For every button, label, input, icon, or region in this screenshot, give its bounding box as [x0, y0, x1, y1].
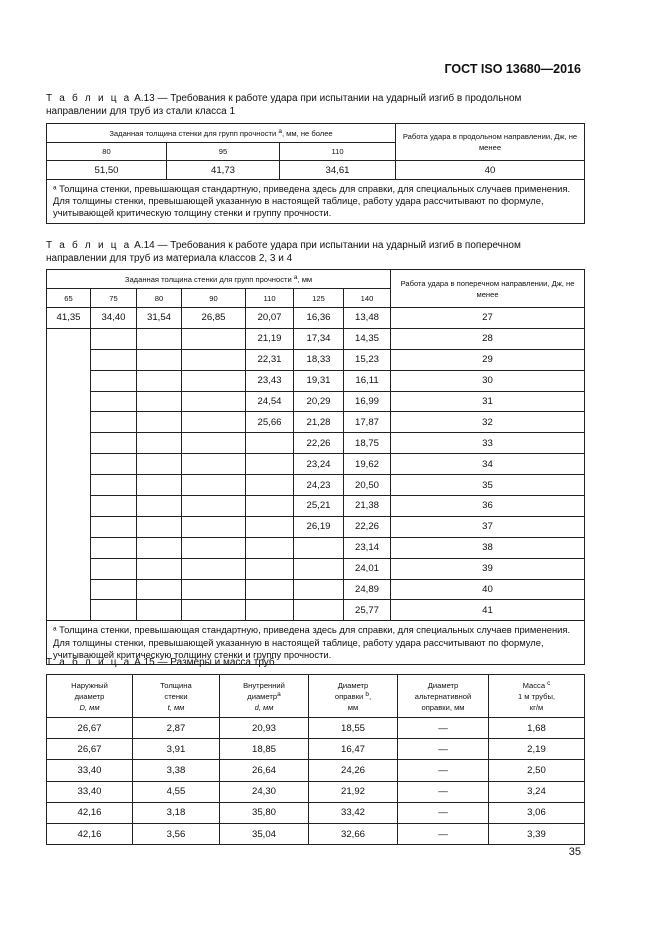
table-row — [47, 802, 585, 823]
table-cell — [182, 391, 246, 412]
table-cell: 24,89 — [344, 579, 391, 600]
table-cell — [246, 475, 294, 496]
table-cell — [137, 475, 182, 496]
table-row — [47, 718, 585, 739]
table-cell: 2,87 — [133, 718, 220, 739]
table-cell: 26,19 — [294, 516, 344, 537]
table-a13 — [46, 123, 585, 224]
table-cell — [182, 558, 246, 579]
column-group-header: Заданная толщина стенки для групп прочности $^а$, мм, не более — [47, 124, 396, 143]
table-cell — [91, 328, 137, 349]
energy-column-header: Работа удара в поперечном направлении, Дж, не менее — [391, 270, 585, 308]
table-cell: 34,61 — [280, 161, 396, 180]
table-cell — [182, 454, 246, 475]
table-cell: 3,24 — [489, 781, 585, 802]
table-cell — [137, 370, 182, 391]
grade-header: 140 — [344, 289, 391, 308]
table-cell — [182, 370, 246, 391]
table-row — [47, 537, 585, 558]
table-cell — [91, 579, 137, 600]
column-header: Наружный диаметр D, мм — [47, 675, 133, 718]
page-number: 35 — [568, 846, 581, 858]
table-cell: 35,80 — [220, 802, 309, 823]
table-cell: 18,75 — [344, 433, 391, 454]
table-cell: 24,54 — [246, 391, 294, 412]
table-cell — [91, 454, 137, 475]
column-group-header: Заданная толщина стенки для групп прочности $^а$, мм — [47, 270, 391, 289]
table-cell: 51,50 — [47, 161, 167, 180]
table-cell: 3,39 — [489, 823, 585, 844]
table-cell — [91, 349, 137, 370]
table-cell: 3,06 — [489, 802, 585, 823]
table-cell: 14,35 — [344, 328, 391, 349]
table-cell: 31,54 — [137, 308, 182, 329]
table-cell: 20,29 — [294, 391, 344, 412]
table-cell: 16,11 — [344, 370, 391, 391]
grade-header: 90 — [182, 289, 246, 308]
table-cell: 23,14 — [344, 537, 391, 558]
table-cell: 18,33 — [294, 349, 344, 370]
table-cell: 35,04 — [220, 823, 309, 844]
table-a14-caption — [46, 239, 584, 265]
column-header: Внутренний диаметр$^a$ d, мм — [220, 675, 309, 718]
table-row — [47, 391, 585, 412]
table-row — [47, 781, 585, 802]
column-header: Масса $^c$ 1 м трубы, кг/м — [489, 675, 585, 718]
table-row — [47, 579, 585, 600]
table-cell — [91, 412, 137, 433]
table-row — [47, 328, 585, 349]
table-cell: 36 — [391, 496, 585, 517]
table-cell — [182, 516, 246, 537]
table-cell: 21,38 — [344, 496, 391, 517]
table-cell — [246, 516, 294, 537]
caption-text: А.15 — Размеры и масса труб — [131, 657, 275, 668]
table-cell: 41,73 — [167, 161, 280, 180]
table-a13-caption — [46, 92, 584, 118]
table-cell — [137, 328, 182, 349]
table-cell: 21,92 — [309, 781, 398, 802]
table-cell — [246, 433, 294, 454]
table-label: Т а б л и ц а — [46, 93, 132, 104]
table-cell: 29 — [391, 349, 585, 370]
table-cell — [91, 537, 137, 558]
table-cell — [137, 412, 182, 433]
table-row — [47, 412, 585, 433]
table-row — [47, 454, 585, 475]
table-cell: 17,34 — [294, 328, 344, 349]
table-cell: 32,66 — [309, 823, 398, 844]
table-cell — [137, 454, 182, 475]
table-a15 — [46, 674, 585, 845]
table-cell: 33,40 — [47, 760, 133, 781]
table-row — [47, 496, 585, 517]
table-cell: 15,23 — [344, 349, 391, 370]
table-cell — [137, 537, 182, 558]
table-cell: 22,26 — [344, 516, 391, 537]
grade-header: 80 — [137, 289, 182, 308]
table-cell: 25,21 — [294, 496, 344, 517]
table-cell: 1,68 — [489, 718, 585, 739]
column-header: Диаметр оправки $^b$, мм — [309, 675, 398, 718]
table-cell: 28 — [391, 328, 585, 349]
table-cell — [246, 558, 294, 579]
table-cell — [137, 433, 182, 454]
table-cell: 23,43 — [246, 370, 294, 391]
table-cell: 40 — [396, 161, 585, 180]
table-row — [47, 308, 585, 329]
column-header: Толщина стенки t, мм — [133, 675, 220, 718]
table-cell — [246, 600, 294, 621]
table-cell: 23,24 — [294, 454, 344, 475]
table-cell: 16,47 — [309, 739, 398, 760]
table-cell: 20,93 — [220, 718, 309, 739]
table-cell: 19,62 — [344, 454, 391, 475]
table-cell: — — [398, 718, 489, 739]
grade-header: 75 — [91, 289, 137, 308]
table-row — [47, 349, 585, 370]
table-cell — [137, 516, 182, 537]
table-cell: 25,77 — [344, 600, 391, 621]
table-cell — [137, 579, 182, 600]
grade-header: 110 — [246, 289, 294, 308]
energy-column-header: Работа удара в продольном направлении, Дж, не менее — [396, 124, 585, 161]
table-cell: 26,67 — [47, 718, 133, 739]
table-cell: 17,87 — [344, 412, 391, 433]
table-cell — [182, 579, 246, 600]
table-cell: 4,55 — [133, 781, 220, 802]
table-footnote: ᵃ Толщина стенки, превышающая стандартную, приведена здесь для справки, для специальных случаев применения. Для толщины стенки, превышающей указанную в настоящей таблице, работу удара рассчитывают по формуле, учитывающей критическую толщину стенки и группу прочности. — [47, 621, 585, 665]
table-cell — [137, 496, 182, 517]
table-row — [47, 433, 585, 454]
document-header: ГОСТ ISO 13680—2016 — [444, 62, 581, 76]
table-cell: 32 — [391, 412, 585, 433]
table-row — [47, 516, 585, 537]
table-cell: 40 — [391, 579, 585, 600]
table-cell: 25,66 — [246, 412, 294, 433]
table-cell — [182, 328, 246, 349]
table-cell — [182, 537, 246, 558]
table-cell: 18,85 — [220, 739, 309, 760]
table-cell — [182, 496, 246, 517]
table-cell: 18,55 — [309, 718, 398, 739]
table-cell: 21,19 — [246, 328, 294, 349]
table-cell: 33,40 — [47, 781, 133, 802]
table-row — [47, 475, 585, 496]
table-cell: 42,16 — [47, 823, 133, 844]
grade-header: 95 — [167, 143, 280, 161]
table-cell: 39 — [391, 558, 585, 579]
table-cell — [182, 600, 246, 621]
table-cell: 22,26 — [294, 433, 344, 454]
table-cell — [91, 516, 137, 537]
table-cell: 42,16 — [47, 802, 133, 823]
table-cell: 31 — [391, 391, 585, 412]
table-cell: 21,28 — [294, 412, 344, 433]
table-cell: — — [398, 760, 489, 781]
table-cell: 3,38 — [133, 760, 220, 781]
table-a14 — [46, 269, 585, 665]
table-cell — [137, 349, 182, 370]
table-cell: 26,64 — [220, 760, 309, 781]
table-cell — [91, 600, 137, 621]
table-label: Т а б л и ц а — [46, 657, 132, 668]
table-cell — [91, 475, 137, 496]
table-cell: — — [398, 739, 489, 760]
table-row — [47, 760, 585, 781]
table-cell: 16,36 — [294, 308, 344, 329]
table-cell: 20,07 — [246, 308, 294, 329]
table-cell: 34 — [391, 454, 585, 475]
table-cell: 38 — [391, 537, 585, 558]
table-cell: 2,50 — [489, 760, 585, 781]
table-cell — [246, 579, 294, 600]
caption-text: А.13 — Требования к работе удара при испытании на ударный изгиб в продольном направлении для труб из стали класса 1 — [46, 93, 522, 117]
table-cell — [91, 433, 137, 454]
table-cell — [182, 349, 246, 370]
table-cell — [294, 558, 344, 579]
table-cell: 35 — [391, 475, 585, 496]
table-cell — [182, 475, 246, 496]
table-cell: — — [398, 802, 489, 823]
table-cell: 13,48 — [344, 308, 391, 329]
grade-header: 80 — [47, 143, 167, 161]
table-cell — [137, 600, 182, 621]
table-cell: 19,31 — [294, 370, 344, 391]
table-row — [47, 823, 585, 844]
table-cell — [91, 496, 137, 517]
table-cell — [91, 391, 137, 412]
table-footnote: ᵃ Толщина стенки, превышающая стандартную, приведена здесь для справки, для специальных случаев применения. Для толщины стенки, превышающей указанную в настоящей таблице, работу удара рассчитывают по формуле, учитывающей критическую толщину стенки и группу прочности. — [47, 180, 585, 224]
table-row — [47, 558, 585, 579]
table-cell — [137, 558, 182, 579]
table-cell — [246, 496, 294, 517]
table-cell: 3,91 — [133, 739, 220, 760]
column-header: Диаметр альтернативной оправки, мм — [398, 675, 489, 718]
table-cell — [294, 579, 344, 600]
table-cell: 41,35 — [47, 308, 91, 329]
table-cell: 16,99 — [344, 391, 391, 412]
table-cell: 24,01 — [344, 558, 391, 579]
table-cell — [246, 454, 294, 475]
table-cell: 33,42 — [309, 802, 398, 823]
table-row — [47, 600, 585, 621]
table-cell — [91, 558, 137, 579]
table-cell: 37 — [391, 516, 585, 537]
grade-header: 110 — [280, 143, 396, 161]
table-label: Т а б л и ц а — [46, 240, 132, 251]
table-cell: — — [398, 781, 489, 802]
table-cell: 30 — [391, 370, 585, 391]
table-cell: 26,67 — [47, 739, 133, 760]
table-row — [47, 370, 585, 391]
table-cell: 41 — [391, 600, 585, 621]
table-cell: 3,56 — [133, 823, 220, 844]
table-row — [47, 739, 585, 760]
table-cell: 3,18 — [133, 802, 220, 823]
table-cell — [137, 391, 182, 412]
grade-header: 125 — [294, 289, 344, 308]
table-cell: 2,19 — [489, 739, 585, 760]
table-cell — [47, 328, 91, 620]
table-cell — [182, 433, 246, 454]
table-cell: 24,26 — [309, 760, 398, 781]
table-cell — [246, 537, 294, 558]
table-cell — [294, 537, 344, 558]
table-cell: 24,23 — [294, 475, 344, 496]
table-cell: 26,85 — [182, 308, 246, 329]
table-cell: 20,50 — [344, 475, 391, 496]
table-cell: 34,40 — [91, 308, 137, 329]
table-cell: 24,30 — [220, 781, 309, 802]
table-cell — [91, 370, 137, 391]
table-cell: 33 — [391, 433, 585, 454]
table-cell — [182, 412, 246, 433]
table-a15-caption — [46, 656, 584, 669]
table-cell: — — [398, 823, 489, 844]
caption-text: А.14 — Требования к работе удара при испытании на ударный изгиб в поперечном направлении для труб из материала классов 2, 3 и 4 — [46, 240, 521, 264]
table-cell: 22,31 — [246, 349, 294, 370]
grade-header: 65 — [47, 289, 91, 308]
table-cell: 27 — [391, 308, 585, 329]
table-cell — [294, 600, 344, 621]
